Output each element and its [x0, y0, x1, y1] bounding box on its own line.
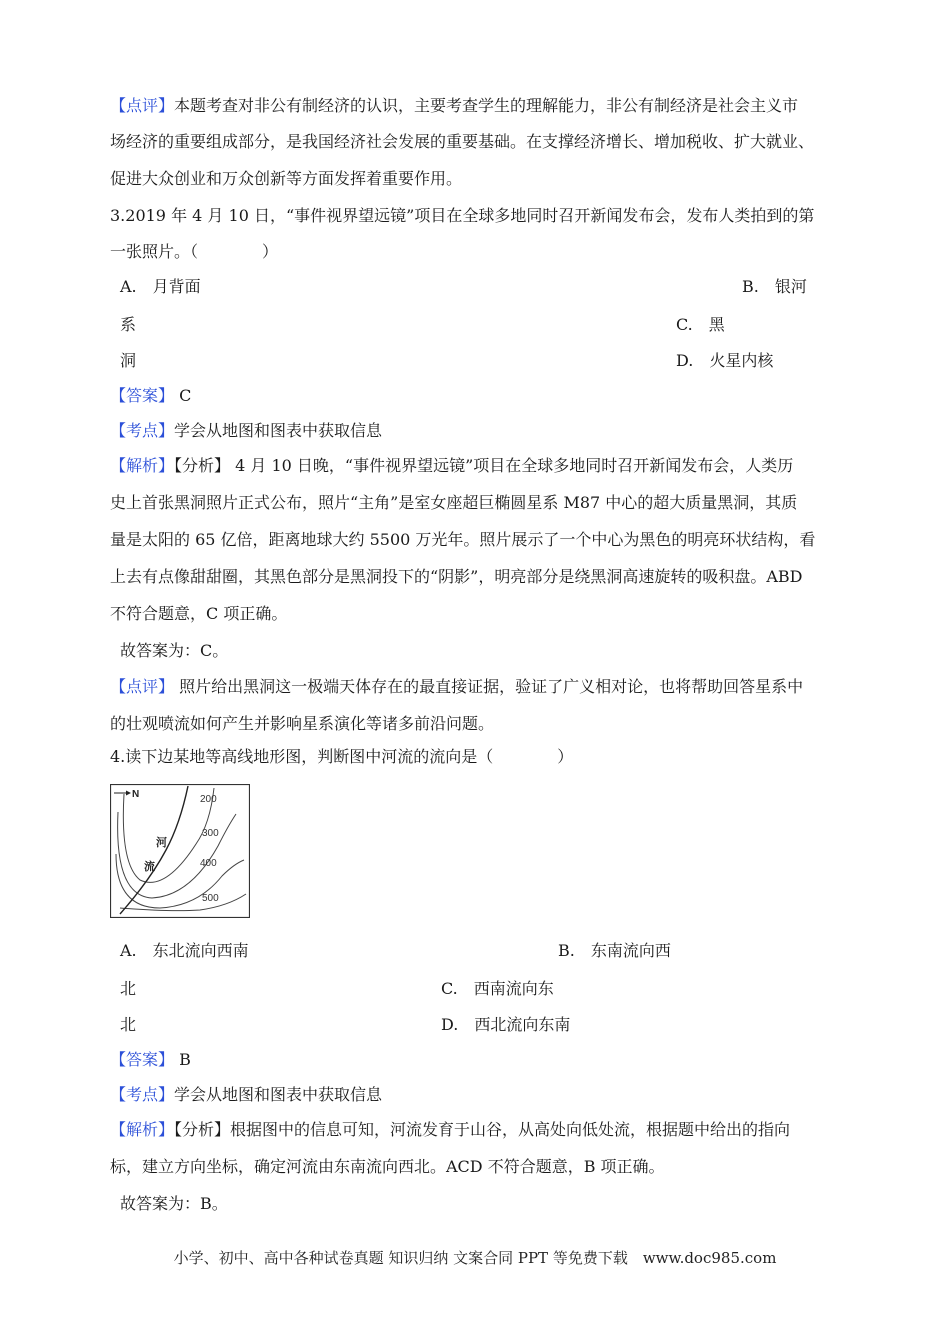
review-tag: 【点评】: [110, 96, 175, 115]
q3-option-b-cont: 系: [120, 315, 137, 334]
q3-review-line-1: 【点评】 照片给出黑洞这一极端天体存在的最直接证据，验证了广义相对论，也将帮助回答星系中: [110, 677, 804, 696]
q3-analysis-line-5: 不符合题意，C 项正确。: [110, 604, 288, 623]
q3-analysis-line-3: 量是太阳的 65 亿倍，距离地球大约 5500 万光年。照片展示了一个中心为黑色的明亮环状结构，看: [110, 530, 816, 549]
q4-analysis-line-2: 标，建立方向坐标，确定河流由东南流向西北。ACD 不符合题意，B 项正确。: [110, 1157, 665, 1176]
q4-analysis-line-1: 【解析】【分析】根据图中的信息可知，河流发育于山谷，从高处向低处流，根据题中给出的指向: [110, 1120, 791, 1139]
q2-review-line-1: 【点评】本题考查对非公有制经济的认识，主要考查学生的理解能力，非公有制经济是社会主义市: [110, 96, 799, 115]
q3-analysis-line-4: 上去有点像甜甜圈，其黑色部分是黑洞投下的“阴影”，明亮部分是绕黑洞高速旋转的吸积盘。ABD: [110, 567, 803, 586]
q3-answer: 【答案】 C: [110, 386, 192, 405]
q3-stem-line-2: 一张照片。（ ）: [110, 242, 279, 261]
q4-point: 【考点】学会从地图和图表中获取信息: [110, 1085, 383, 1104]
q3-analysis-line-1: 【解析】【分析】 4 月 10 日晚，“事件视界望远镜”项目在全球多地同时召开新闻发布会，人类历: [110, 456, 794, 475]
q4-option-b: B. 东南流向西: [558, 941, 671, 960]
north-label: N: [132, 789, 140, 800]
contour-label-200: 200: [200, 794, 217, 805]
q3-option-a: A. 月背面: [120, 277, 201, 296]
q3-option-c-cont: 洞: [120, 351, 137, 370]
river-label-1: 河: [156, 836, 167, 849]
contour-label-300: 300: [202, 828, 219, 839]
contour-label-500: 500: [202, 893, 219, 904]
contour-label-400: 400: [200, 858, 217, 869]
q3-stem-line-1: 3.2019 年 4 月 10 日，“事件视界望远镜”项目在全球多地同时召开新闻发布会，发布人类拍到的第: [110, 206, 815, 225]
q4-conclusion: 故答案为：B。: [120, 1194, 228, 1213]
q4-option-b-cont: 北: [120, 979, 137, 998]
page-footer: 小学、初中、高中各种试卷真题 知识归纳 文案合同 PPT 等免费下载 www.doc985.com: [173, 1249, 777, 1267]
q3-option-b: B. 银河: [742, 277, 807, 296]
q4-option-a: A. 东北流向西南: [120, 941, 249, 960]
contour-map: [110, 784, 250, 918]
q4-option-d: D. 西北流向东南: [441, 1015, 571, 1034]
q3-analysis-line-2: 史上首张黑洞照片正式公布，照片“主角”是室女座超巨椭圆星系 M87 中心的超大质量黑洞，其质: [110, 493, 798, 512]
q4-answer: 【答案】 B: [110, 1050, 191, 1069]
q3-conclusion: 故答案为：C。: [120, 641, 229, 660]
q2-review-line-2: 场经济的重要组成部分，是我国经济社会发展的重要基础。在支撑经济增长、增加税收、扩大就业、: [110, 132, 815, 151]
q4-stem: 4.读下边某地等高线地形图，判断图中河流的流向是（ ）: [110, 747, 574, 766]
map-frame: [111, 785, 250, 918]
q4-option-c: C. 西南流向东: [441, 979, 554, 998]
river-label-2: 流: [144, 860, 155, 873]
q4-option-c-cont: 北: [120, 1015, 137, 1034]
q3-option-c: C. 黑: [676, 315, 725, 334]
q2-review-line-3: 促进大众创业和万众创新等方面发挥着重要作用。: [110, 169, 463, 188]
q3-option-d: D. 火星内核: [676, 351, 774, 370]
q3-review-line-2: 的壮观喷流如何产生并影响星系演化等诸多前沿问题。: [110, 714, 495, 733]
q3-point: 【考点】学会从地图和图表中获取信息: [110, 421, 383, 440]
